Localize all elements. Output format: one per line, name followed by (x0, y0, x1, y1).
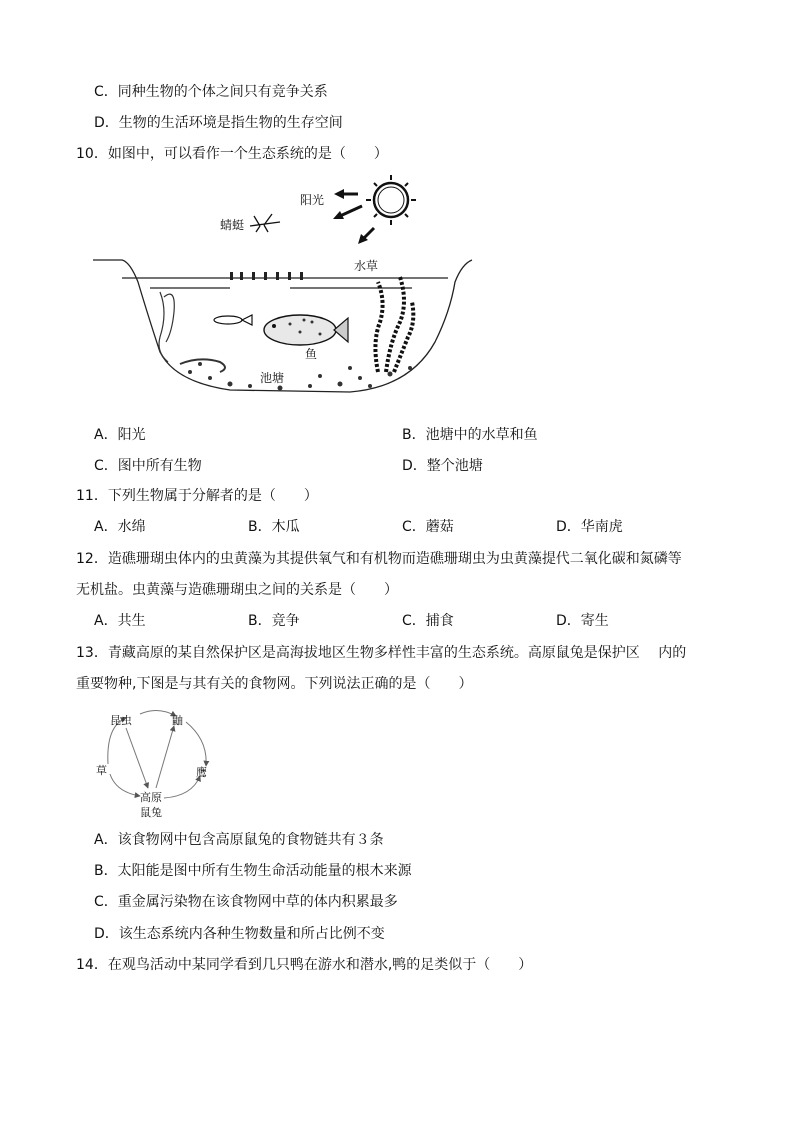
pika-node-line2: 鼠兔 (140, 806, 162, 819)
q12-option-b: B．竞争 (248, 613, 300, 629)
pond-ecosystem-figure (90, 172, 475, 412)
q11-option-b: B．木瓜 (248, 519, 300, 535)
q9-option-d: D．生物的生活环境是指生物的生存空间 (94, 115, 343, 131)
pika-node-line1: 高原 (140, 791, 162, 804)
q11-option-c: C．蘑菇 (402, 519, 454, 535)
sunlight-arrows (333, 189, 374, 244)
duckweed (230, 272, 303, 280)
q14-stem: 14．在观鸟活动中某同学看到几只鸭在游水和潜水,鸭的足类似于（ ） (76, 957, 533, 973)
pond-label: 池塘 (260, 371, 285, 385)
q10-option-c: C．图中所有生物 (94, 458, 202, 474)
dragonfly-icon (250, 214, 280, 232)
q13-stem-line1: 13．青藏高原的某自然保护区是高海拔地区生物多样性丰富的生态系统。高原鼠兔是保护区 内的 (76, 645, 687, 661)
dragonfly-label: 蜻蜓 (220, 218, 245, 232)
q10-stem: 10．如图中，可以看作一个生态系统的是（ ） (76, 146, 388, 162)
q13-option-a: A．该食物网中包含高原鼠兔的食物链共有３条 (94, 832, 384, 848)
reed-plant (159, 292, 174, 362)
q12-option-d: D．寄生 (556, 613, 609, 629)
waterweed-label: 水草 (354, 259, 379, 273)
q10-option-b: B．池塘中的水草和鱼 (402, 427, 538, 443)
q11-option-d: D．华南虎 (556, 519, 623, 535)
sun-icon (366, 175, 416, 225)
grass-node: 草 (96, 764, 107, 777)
q13-stem-line2: 重要物种,下图是与其有关的食物网。下列说法正确的是（ ） (76, 676, 473, 692)
q9-option-c: C．同种生物的个体之间只有竞争关系 (94, 84, 328, 100)
q10-option-a: A．阳光 (94, 427, 146, 443)
ferret-node: 鼬 (172, 714, 183, 727)
q13-option-b: B．太阳能是图中所有生物生命活动能量的根木来源 (94, 863, 412, 879)
q12-stem-line1: 12．造礁珊瑚虫体内的虫黄藻为其提供氧气和有机物而造礁珊瑚虫为虫黄藻提代二氧化碳和氮磷等 (76, 551, 682, 567)
q13-option-c: C．重金属污染物在该食物网中草的体内积累最多 (94, 894, 398, 910)
fish-label: 鱼 (305, 347, 318, 361)
food-web-figure (88, 704, 228, 824)
shrimp-icon (180, 359, 225, 372)
hawk-node: 鹰 (196, 766, 207, 779)
q12-stem-line2: 无机盐。虫黄藻与造礁珊瑚虫之间的关系是（ ） (76, 582, 398, 598)
q12-option-c: C．捕食 (402, 613, 454, 629)
waterweed-plant (375, 277, 413, 372)
small-fish-icon (214, 315, 252, 325)
fish-icon (264, 315, 348, 345)
q10-option-d: D．整个池塘 (402, 458, 483, 474)
q11-stem: 11．下列生物属于分解者的是（ ） (76, 488, 318, 504)
q13-option-d: D．该生态系统内各种生物数量和所占比例不变 (94, 926, 385, 942)
q11-option-a: A．水绵 (94, 519, 146, 535)
insect-node: 昆虫 (110, 714, 132, 727)
q12-option-a: A．共生 (94, 613, 146, 629)
sunlight-label: 阳光 (300, 193, 325, 207)
